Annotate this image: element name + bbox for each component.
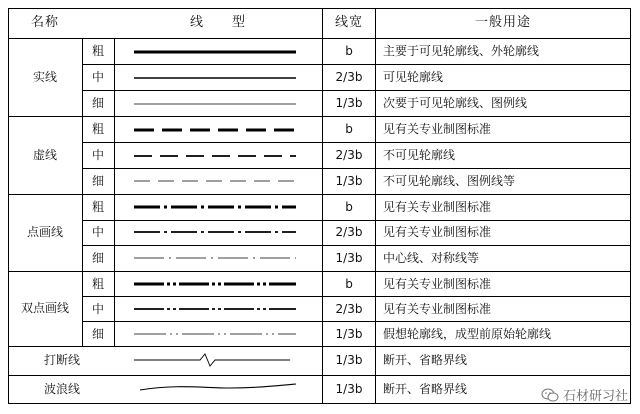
row-level: 粗 <box>91 122 105 136</box>
row-usage: 断开、省略界线 <box>383 382 468 396</box>
row-width: 2/3b <box>335 225 363 239</box>
row-level: 粗 <box>91 200 105 214</box>
row-level: 粗 <box>91 44 105 58</box>
row-level: 粗 <box>91 277 105 291</box>
row-usage: 次要于可见轮廓线、图例线 <box>383 96 528 110</box>
row-width: 2/3b <box>335 70 363 84</box>
group-name-dashed: 虚线 <box>32 148 58 162</box>
row-level: 细 <box>91 96 105 110</box>
row-width: 2/3b <box>335 148 363 162</box>
row-usage: 主要于可见轮廓线、外轮廓线 <box>383 44 540 58</box>
row-level: 细 <box>91 251 105 265</box>
row-width: 1/3b <box>335 174 363 188</box>
header-name: 名称 <box>30 15 60 30</box>
row-usage: 假想轮廓线，成型前原始轮廓线 <box>383 327 552 341</box>
row-usage: 见有关专业制图标准 <box>383 122 492 136</box>
row-level: 细 <box>91 174 105 188</box>
sample-break-line <box>134 354 290 366</box>
watermark <box>541 385 628 404</box>
row-width: b <box>345 200 353 214</box>
row-width: 1/3b <box>335 382 363 396</box>
row-width: b <box>345 122 353 136</box>
row-width: 1/3b <box>335 96 363 110</box>
row-width: b <box>345 277 353 291</box>
row-width: 2/3b <box>335 302 363 316</box>
watermark-text: 石材研习社 <box>562 389 628 404</box>
row-usage: 见有关专业制图标准 <box>383 277 492 291</box>
row-usage: 见有关专业制图标准 <box>383 302 492 316</box>
header-usage: 一般用途 <box>474 15 532 30</box>
row-width: 1/3b <box>335 327 363 341</box>
group-name-doubledot: 双点画线 <box>20 301 70 315</box>
row-width: b <box>345 44 353 58</box>
row-level: 中 <box>91 148 105 162</box>
single-name-break: 打断线 <box>43 353 81 367</box>
row-level: 中 <box>91 302 105 316</box>
header-width: 线宽 <box>334 15 364 30</box>
row-usage: 可见轮廓线 <box>383 70 444 84</box>
row-usage: 见有关专业制图标准 <box>383 225 492 239</box>
row-usage: 见有关专业制图标准 <box>383 200 492 214</box>
row-width: 1/3b <box>335 353 363 367</box>
row-usage: 中心线、对称线等 <box>383 251 480 265</box>
row-width: 1/3b <box>335 251 363 265</box>
single-name-wave: 波浪线 <box>43 382 81 396</box>
row-level: 中 <box>91 70 105 84</box>
row-level: 中 <box>91 225 105 239</box>
row-level: 细 <box>91 327 105 341</box>
row-usage: 不可见轮廓线 <box>383 148 456 162</box>
sample-wave-line <box>140 384 296 390</box>
group-name-dashdot: 点画线 <box>26 225 64 239</box>
row-usage: 断开、省略界线 <box>383 353 468 367</box>
header-line-type: 线 型 <box>189 15 247 30</box>
group-name-solid: 实线 <box>32 70 58 84</box>
wechat-icon <box>541 388 559 402</box>
row-usage: 不可见轮廓线、图例线等 <box>383 174 516 188</box>
